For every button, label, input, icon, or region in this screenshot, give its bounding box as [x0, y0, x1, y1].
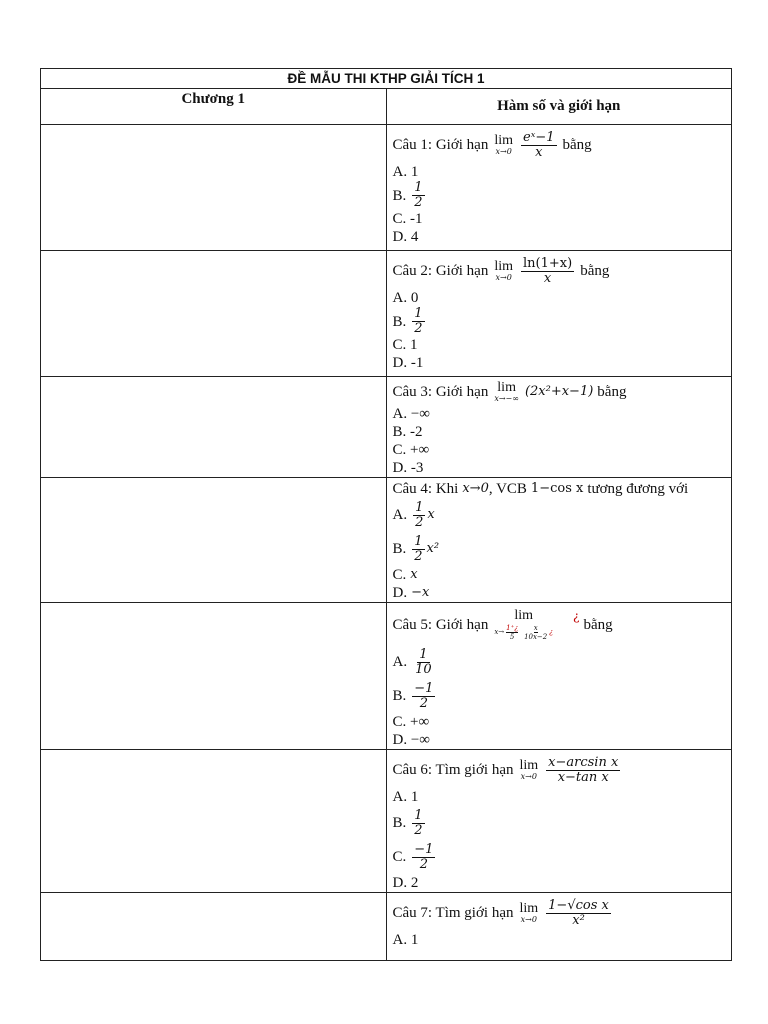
- option-c: C. 1: [392, 337, 418, 353]
- fraction: $\frac{\ln(1+x)}{x}$: [523, 255, 573, 286]
- option-a: A. 0: [392, 290, 419, 306]
- chapter-cell: [41, 478, 387, 603]
- limit-operator: lim x→0: [494, 132, 514, 156]
- chapter-cell: [41, 377, 387, 478]
- question-stem: Câu 1: Giới hạn: [392, 137, 489, 153]
- option-b: B. $\frac{1}{2}$: [392, 180, 423, 210]
- question-stem: Câu 2: Giới hạn: [392, 263, 489, 279]
- limit-operator: lim x→0: [494, 258, 514, 282]
- option-c: C. +∞: [392, 714, 430, 730]
- fraction: $\frac{\text{1−√cos x}}{\text{x²}}$: [548, 897, 609, 928]
- chapter-cell: [41, 251, 387, 377]
- option-b: B. -2: [392, 424, 423, 440]
- option-a: A. $\frac{1}{2}$ x: [392, 499, 435, 530]
- option-d: D. -1: [392, 355, 424, 371]
- question-4: [386, 478, 732, 603]
- option-b: B. $\frac{1}{2}$: [392, 807, 423, 838]
- limit-operator: lim x→0: [519, 900, 539, 924]
- question-3: [386, 377, 732, 478]
- fraction: $\frac{\text{eˣ−1}}{x}$: [523, 129, 555, 160]
- option-d: D. -3: [392, 460, 424, 476]
- chapter-topic: Hàm số và giới hạn: [386, 89, 732, 125]
- option-d: D. −∞: [392, 732, 430, 748]
- option-a: A. 1: [392, 164, 419, 180]
- option-c: C. -1: [392, 211, 423, 227]
- chapter-label: Chương 1: [41, 89, 387, 125]
- question-stem: Câu 7: Tìm giới hạn: [392, 905, 514, 921]
- fraction: $\frac{\text{x−arcsin x}}{\text{x−tan x}}$: [548, 754, 619, 785]
- limit-operator: lim x→ 1⁺¿ 5 x 10x−2 ¿: [494, 607, 554, 641]
- garbled-symbol: ¿: [573, 609, 580, 623]
- question-stem: Câu 3: Giới hạn: [392, 384, 489, 400]
- vcb-expression: 1−cos x: [530, 481, 584, 496]
- option-b: B. $\frac{-1}{2}$: [392, 680, 434, 711]
- exam-sheet: [40, 68, 732, 961]
- exam-title: ĐỀ MẪU THI KTHP GIẢI TÍCH 1: [41, 69, 732, 89]
- option-b: B. $\frac{1}{2}$ x²: [392, 533, 440, 564]
- chapter-cell: [41, 750, 387, 893]
- question-1: [386, 125, 732, 251]
- option-a: A. 1: [392, 932, 419, 948]
- option-d: D. −x: [392, 585, 430, 601]
- chapter-cell: [41, 125, 387, 251]
- option-c: C. +∞: [392, 442, 430, 458]
- question-5: [386, 603, 732, 750]
- limit-operator: lim x→−∞: [494, 379, 519, 403]
- option-a: A. $\frac{1}{10}$: [392, 646, 432, 677]
- stem-suffix: bằng: [583, 617, 613, 633]
- question-6: [386, 750, 732, 893]
- option-d: D. 2: [392, 875, 419, 891]
- stem-mid: , VCB: [488, 481, 527, 497]
- option-c: C. x: [392, 567, 418, 583]
- condition: x→0: [462, 481, 489, 496]
- limit-operator: lim x→0: [519, 757, 539, 781]
- stem-suffix: bằng: [597, 384, 627, 400]
- exam-table: [40, 68, 732, 961]
- question-7: [386, 893, 732, 961]
- option-c: C. $\frac{-1}{2}$: [392, 841, 434, 872]
- question-stem: Câu 4: Khi: [392, 481, 459, 497]
- question-stem: Câu 5: Giới hạn: [392, 617, 489, 633]
- option-d: D. 4: [392, 229, 419, 245]
- stem-suffix: bằng: [580, 263, 610, 279]
- option-a: A. 1: [392, 789, 419, 805]
- option-b: B. $\frac{1}{2}$: [392, 306, 423, 336]
- question-stem: Câu 6: Tìm giới hạn: [392, 762, 514, 778]
- chapter-cell: [41, 893, 387, 961]
- stem-suffix: bằng: [562, 137, 592, 153]
- question-2: [386, 251, 732, 377]
- limit-expression: (2x²+x−1): [524, 384, 594, 399]
- option-a: A. −∞: [392, 406, 430, 422]
- chapter-cell: [41, 603, 387, 750]
- stem-suffix: tương đương với: [587, 481, 689, 497]
